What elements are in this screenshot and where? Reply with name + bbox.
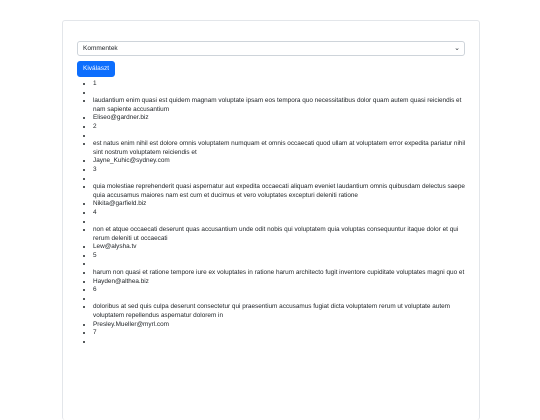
resource-select-value: Kommentek — [83, 45, 118, 52]
list-item: • doloribus at sed quis culpa deserunt consectetur qui praesentium accusamus fugiat dicta voluptatem rerum ut voluptate autem voluptatem repellendus aspernatur dolorem in — [93, 303, 471, 320]
list-item: • Presley.Mueller@myrl.com — [93, 321, 471, 330]
list-item: • 6 — [93, 286, 471, 295]
list-item — [93, 132, 471, 141]
content-card — [62, 20, 480, 420]
list-item: • 5 — [93, 252, 471, 261]
list-item — [93, 260, 471, 269]
list-item: • 7 — [93, 329, 471, 338]
list-item: • non et atque occaecati deserunt quas accusantium unde odit nobis qui voluptatem quia voluptas consequuntur itaque dolor et qui rerum deleniti ut occaecati — [93, 226, 471, 243]
list-item: • 1 — [93, 80, 471, 89]
list-item — [93, 89, 471, 98]
list-item: • Eliseo@gardner.biz — [93, 114, 471, 123]
list-item: • Nikita@garfield.biz — [93, 200, 471, 209]
list-item — [93, 218, 471, 227]
list-item: • est natus enim nihil est dolore omnis voluptatem numquam et omnis occaecati quod ullam at voluptatem error expedita pariatur nihil sint nostrum voluptatem reiciendis et — [93, 140, 471, 157]
list-item: • 2 — [93, 123, 471, 132]
list-item: • Lew@alysha.tv — [93, 243, 471, 252]
list-item — [93, 295, 471, 304]
list-item: • Hayden@althea.biz — [93, 278, 471, 287]
list-item: • harum non quasi et ratione tempore iure ex voluptates in ratione harum architecto fugit inventore cupiditate voluptates magni quo et — [93, 269, 471, 278]
result-list — [83, 80, 471, 346]
list-item: • 3 — [93, 166, 471, 175]
select-button[interactable]: Kiválaszt — [77, 61, 115, 77]
resource-select[interactable] — [77, 41, 465, 56]
list-item: • Jayne_Kuhic@sydney.com — [93, 157, 471, 166]
list-item — [93, 338, 471, 347]
list-item: • laudantium enim quasi est quidem magnam voluptate ipsam eos tempora quo necessitatibus dolor quam autem quasi reiciendis et nam sapiente accusantium — [93, 97, 471, 114]
list-item: • quia molestiae reprehenderit quasi aspernatur aut expedita occaecati aliquam eveniet laudantium omnis quibusdam delectus saepe quia accusamus maiores nam est cum et ducimus et vero voluptates excepturi deleniti ratione — [93, 183, 471, 200]
chevron-down-icon: ⌄ — [454, 45, 460, 52]
list-item — [93, 175, 471, 184]
list-item: • 4 — [93, 209, 471, 218]
